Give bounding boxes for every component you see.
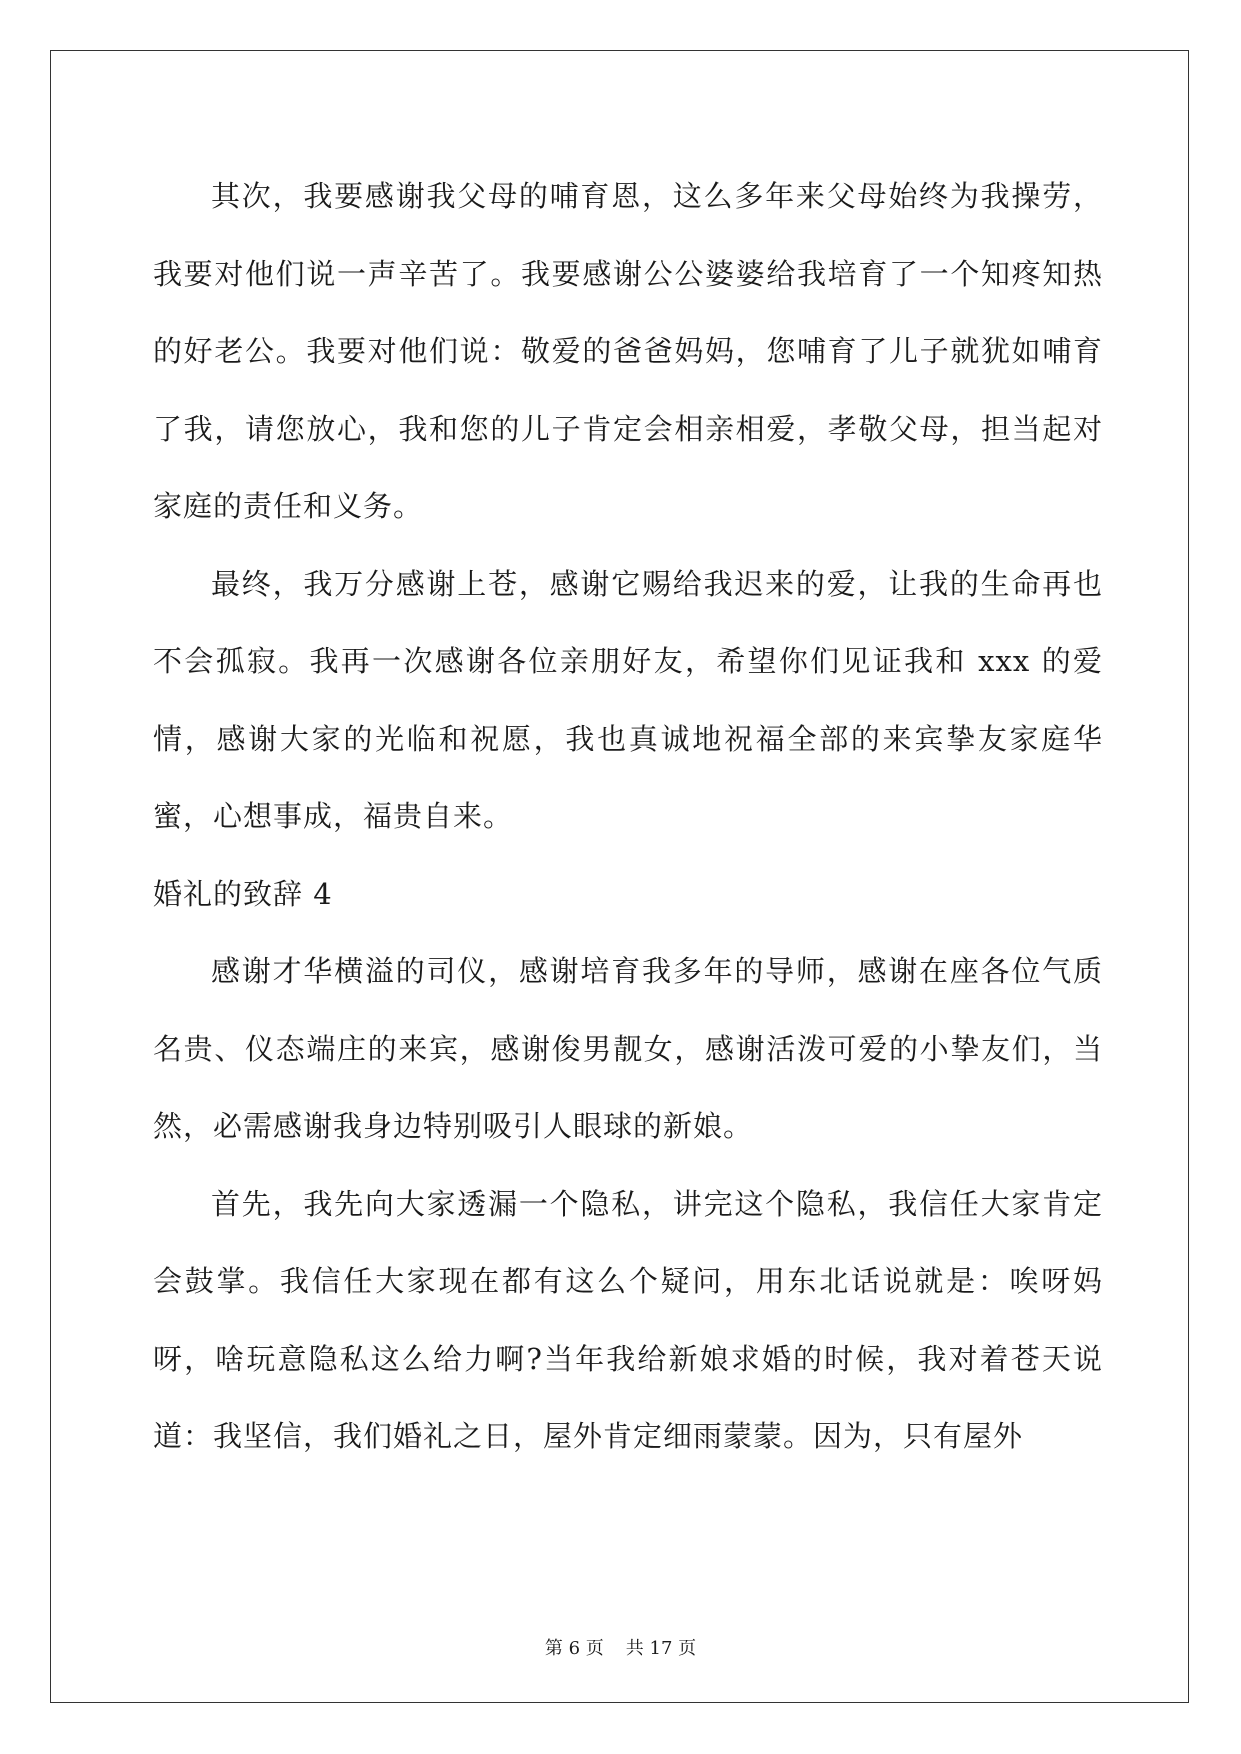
section-heading: 婚礼的致辞 4 <box>153 876 333 911</box>
paragraph: 最终，我万分感谢上苍，感谢它赐给我迟来的爱，让我的生命再也不会孤寂。我再一次感谢各位亲朋好友，希望你们见证我和 xxx 的爱情，感谢大家的光临和祝愿，我也真诚地祝福全部的来宾挚友家庭华蜜，心想事成，福贵自来。 <box>153 566 1103 833</box>
page-footer <box>0 1634 1241 1660</box>
paragraph: 其次，我要感谢我父母的哺育恩，这么多年来父母始终为我操劳，我要对他们说一声辛苦了。我要感谢公公婆婆给我培育了一个知疼知热的好老公。我要对他们说：敬爱的爸爸妈妈，您哺育了儿子就犹如哺育了我，请您放心，我和您的儿子肯定会相亲相爱，孝敬父母，担当起对家庭的责任和义务。 <box>153 179 1103 523</box>
paragraph: 感谢才华横溢的司仪，感谢培育我多年的导师，感谢在座各位气质名贵、仪态端庄的来宾，感谢俊男靓女，感谢活泼可爱的小挚友们，当然，必需感谢我身边特别吸引人眼球的新娘。 <box>153 954 1103 1143</box>
paragraph: 首先，我先向大家透漏一个隐私，讲完这个隐私，我信任大家肯定会鼓掌。我信任大家现在都有这么个疑问，用东北话说就是：唉呀妈呀，啥玩意隐私这么给力啊?当年我给新娘求婚的时候，我对着苍天说道：我坚信，我们婚礼之日，屋外肯定细雨蒙蒙。因为，只有屋外 <box>153 1186 1103 1453</box>
page-number: 第 6 页 <box>544 1638 604 1659</box>
document-body <box>153 158 1103 1476</box>
page-total: 共 17 页 <box>625 1638 697 1659</box>
